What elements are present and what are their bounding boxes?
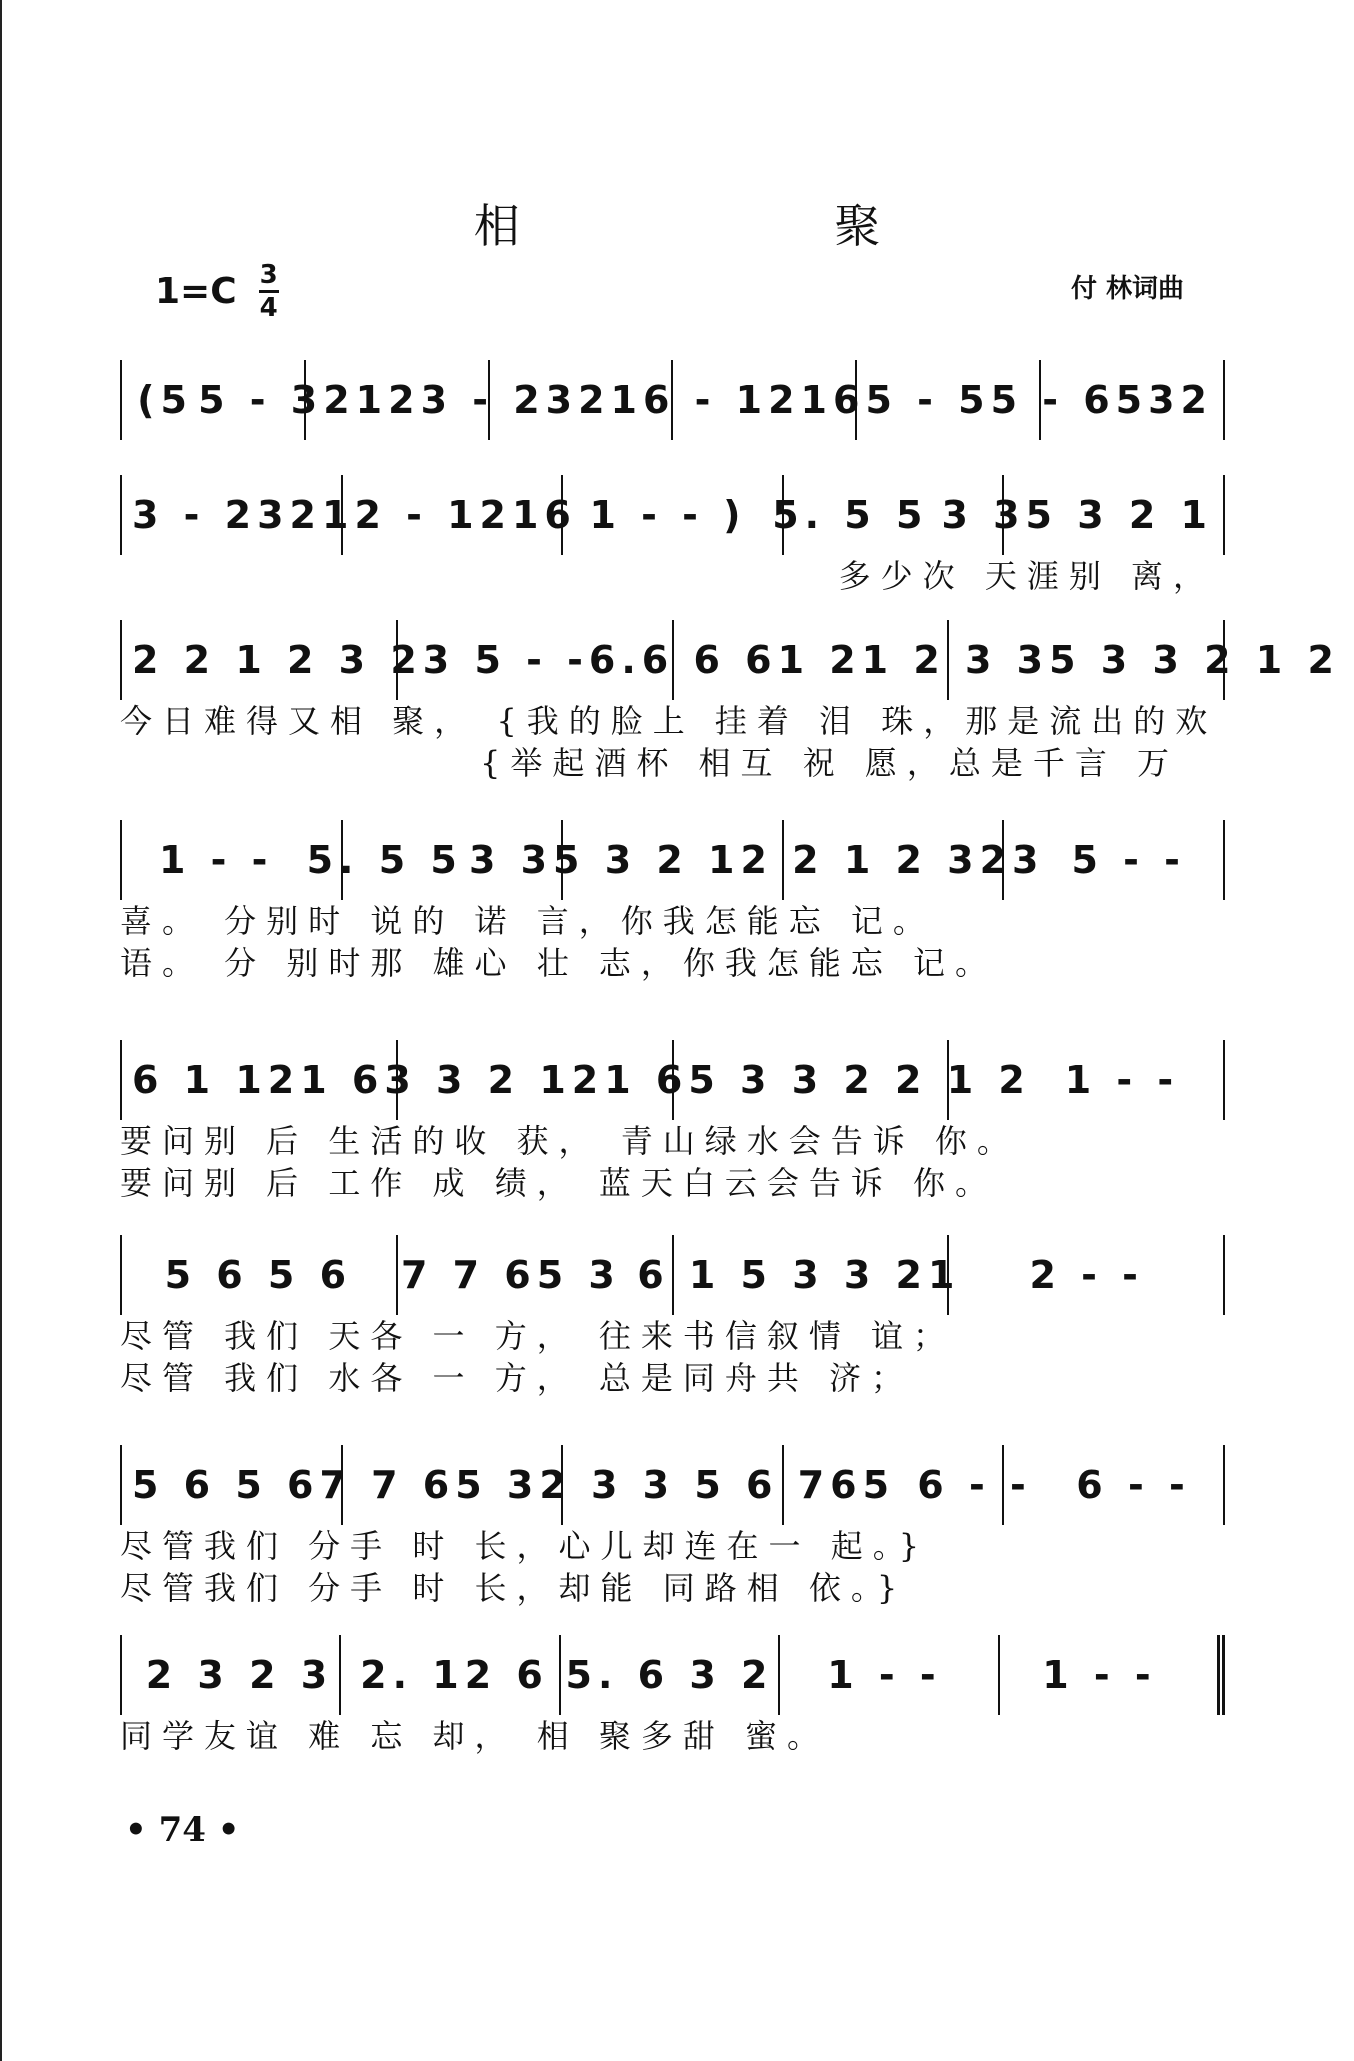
notes-text: [132, 1463, 1213, 1507]
measure-notes: 5. 6 3 2: [565, 1653, 774, 1697]
measure-notes: 6 - -: [917, 1463, 1032, 1507]
lyric-line: {举起酒杯 相互 祝 愿，总是千言 万: [480, 744, 1180, 782]
score-system: [120, 1635, 1225, 1757]
notes-staff: [120, 360, 1225, 440]
measure-notes: 5 3 3 2 2 1 2: [688, 1058, 1031, 1102]
lyric-line: 尽管 我们 天各 一 方， 往来书信叙情 谊；: [120, 1317, 956, 1355]
measure-notes: 6 1 121 6: [132, 1058, 385, 1102]
key-signature: [155, 262, 279, 321]
measure-notes: 6 - 1216: [643, 378, 866, 422]
measure-notes: 5 - 5: [865, 378, 991, 422]
measure-notes: 5 3 3 2 1 2: [1049, 638, 1340, 682]
notes-text: [132, 838, 1213, 882]
measure-notes: 1 - -: [1042, 1653, 1157, 1697]
measure-notes: 2 - 1216: [354, 493, 577, 537]
lyric-line: 同学友谊 难 忘 却， 相 聚多甜 蜜。: [120, 1717, 830, 1755]
notes-text: [132, 1253, 1213, 1297]
measure-notes: 2 - -: [1029, 1253, 1144, 1297]
song-title: 相 聚: [473, 199, 1031, 253]
measure-notes: 3 35 3 2 1: [941, 493, 1213, 537]
notes-staff: [120, 475, 1225, 555]
notes-text: [132, 1058, 1213, 1102]
page-edge: [0, 0, 2, 2061]
measure-notes: 5 6 5 6: [164, 1253, 353, 1297]
measure-notes: 6.6 6 6: [588, 638, 778, 682]
measure-notes: 7 7 65 3: [400, 1253, 621, 1297]
measure-notes: (5: [137, 378, 193, 422]
score-system: [120, 820, 1225, 984]
measure-notes: 5 - 3212: [198, 378, 421, 422]
time-signature: [259, 262, 279, 321]
measure-notes: 1 21 2 3 3: [777, 638, 1050, 682]
time-signature-top: 3: [259, 260, 278, 290]
notes-text: [132, 493, 1213, 537]
measure-notes: 3 35 3 2 1: [468, 838, 741, 882]
measure-notes: 6 1 5 3 3 21: [637, 1253, 961, 1297]
lyric-line: 尽管我们 分手 时 长，心儿却连在一 起。}: [120, 1527, 930, 1565]
score-system: [120, 1235, 1225, 1399]
lyric-line: 要问别 后 工作 成 绩， 蓝天白云会告诉 你。: [120, 1164, 998, 1202]
lyric-line: 语。 分 别时那 雄心 壮 志，你我怎能忘 记。: [120, 944, 998, 982]
measure-notes: 2 3 3 5 6 765: [539, 1463, 896, 1507]
notes-staff: [120, 620, 1340, 700]
measure-notes: 1 - -: [827, 1653, 942, 1697]
lyric-line: 今日难得又相 聚， {我的脸上 挂着 泪 珠，那是流出的欢: [120, 702, 1218, 740]
score-system: [120, 360, 1225, 440]
notes-staff: [120, 1235, 1225, 1315]
score-system: [120, 475, 1225, 597]
measure-notes: 3 - 2321: [420, 378, 643, 422]
page-number: • 74 •: [125, 1810, 240, 1850]
notes-staff: [120, 1445, 1225, 1525]
measure-notes: 6 - -: [1076, 1463, 1191, 1507]
score-system: [120, 1445, 1225, 1609]
measure-notes: 2. 12 6: [360, 1653, 549, 1697]
measure-notes: 1 - - ): [589, 493, 747, 537]
lyric-line: 尽管我们 分手 时 长，却能 同路相 依。}: [120, 1569, 908, 1607]
measure-notes: 2 3 2 3: [145, 1653, 334, 1697]
notes-text: [132, 378, 1213, 422]
measure-notes: 5. 5 5: [306, 838, 463, 882]
measure-notes: 5 - 6532: [990, 378, 1213, 422]
notes-staff: [120, 1040, 1225, 1120]
measure-notes: 5. 5 5: [772, 493, 929, 537]
measure-notes: 7 7 65 3: [319, 1463, 540, 1507]
time-signature-bottom: 4: [259, 293, 278, 323]
measure-notes: 5 - -: [1071, 838, 1186, 882]
score-system: [120, 1040, 1225, 1204]
key-label: 1=C: [155, 271, 237, 312]
score-system: [120, 620, 1340, 784]
lyric-line: 尽管 我们 水各 一 方， 总是同舟共 济；: [120, 1359, 914, 1397]
lyric-line: 要问别 后 生活的收 获， 青山绿水会告诉 你。: [120, 1122, 1019, 1160]
measure-notes: 5 6 5 6: [132, 1463, 320, 1507]
measure-notes: 3 3 2 121 6: [384, 1058, 689, 1102]
measure-notes: 1 - -: [159, 838, 274, 882]
measure-notes: 1 - -: [1064, 1058, 1180, 1102]
lyric-line: 多少次 天涯别 离，: [838, 557, 1215, 595]
measure-notes: 2 2 1 2 323: [740, 838, 1045, 882]
credit-line: 付 林词曲: [1070, 274, 1184, 304]
measure-notes: 3 - 2321: [132, 493, 355, 537]
notes-staff: [120, 1635, 1225, 1715]
lyric-line: 喜。 分别时 说的 诺 言，你我怎能忘 记。: [120, 902, 935, 940]
notes-text: [132, 638, 1340, 682]
notes-staff: [120, 820, 1225, 900]
notes-text: [132, 1653, 1207, 1697]
measure-notes: 2 2 1 2 3 23 5 - -: [132, 638, 589, 682]
